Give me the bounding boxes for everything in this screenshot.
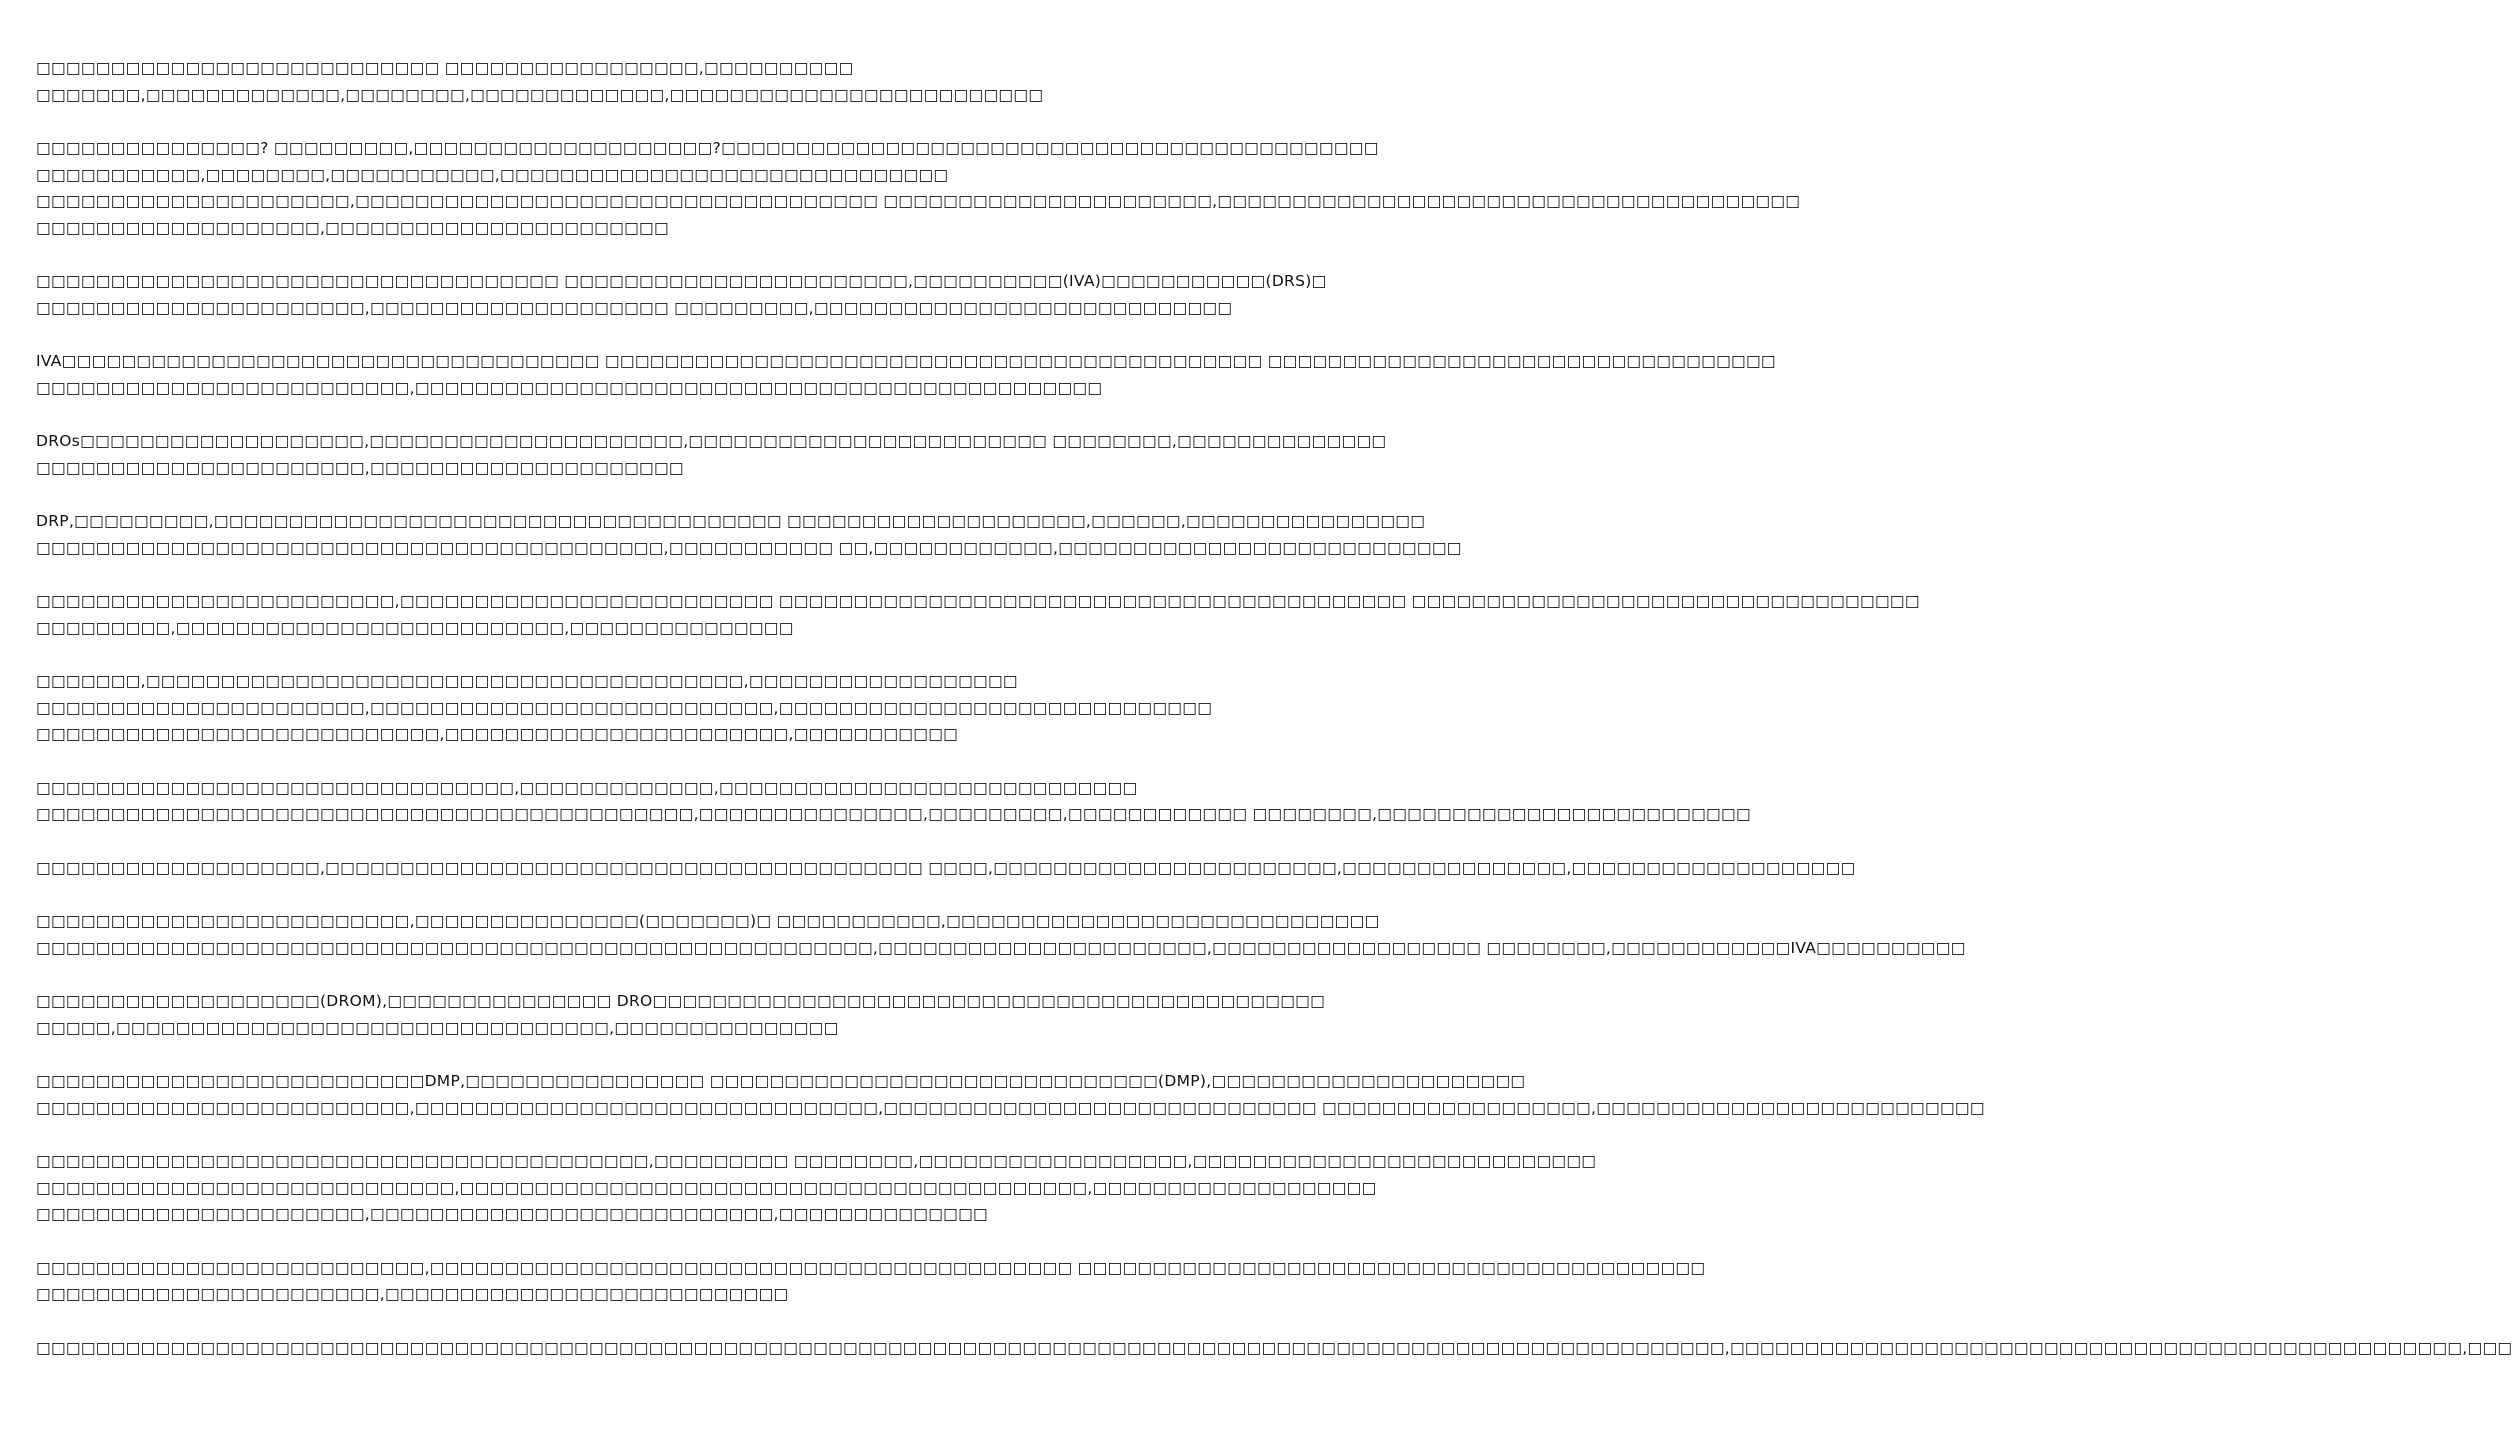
text-line: □□□□□□□□□□□□□□□□□□□□□□,□□□□□□□□□□□□□□□□□□□□□□□□□□□,□□□□□□□□□□□□□□ <box>36 1205 988 1223</box>
text-line: □□□□□□□□□□□□□□□□□□□□□□□□□,□□□□□□□□□□□□□□□□□□□□□□□□□□□□□□□,□□□□□□□□□□□□□□□□□□□□□□□□□□□□□ □□□□□□□□□□□□□□□□□□,□□□□□□□□□□□□□□□□□□□□□□□□□□ <box>36 1098 1985 1117</box>
text-line: □□□□□,□□□□□□□□□□□□□□□□□□□□□□□□□□□□□□□□□,□□□□□□□□□□□□□□□ <box>36 1018 839 1037</box>
paragraph <box>36 1148 1597 1228</box>
text-line: □□□□□□□□□□□□□□□? □□□□□□□□□,□□□□□□□□□□□□□□□□□□□□?□□□□□□□□□□□□□□□□□□□□□□□□□□□□□□□□□□□□□□□□□□□□ <box>36 139 1379 157</box>
text-line: □□□□□□□□□□□□□□□□□□□,□□□□□□□□□□□□□□□□□□□□□□□□□□□□□□□□□□□□□□□□ □□□□,□□□□□□□□□□□□□□□□□□□□□□□,□□□□□□□□□□□□□□□,□□□□□□□□□□□□□□□□□□□ <box>36 858 1856 877</box>
text-line: □□□□□□□□□□□,□□□□□□□□,□□□□□□□□□□□,□□□□□□□□□□□□□□□□□□□□□□□□□□□□□□ <box>36 165 949 184</box>
text-line: □□□□□□□□□,□□□□□□□□□□□□□□□□□□□□□□□□□□,□□□□□□□□□□□□□□□ <box>36 618 794 637</box>
text-line: □□□□□□□□□□□□□□□□□□□□□,□□□□□□□□□□□□□□□□□□□□□□□□□□□□□□□□□□□ □□□□□□□□□□□□□□□□□□□□□□,□□□□□□□□□□□□□□□□□□□□□□□□□□□□□□□□□□□□□□□ <box>36 192 1801 210</box>
paragraph <box>36 1068 1985 1121</box>
text-line: □□□□□□□,□□□□□□□□□□□□□,□□□□□□□□,□□□□□□□□□□□□□,□□□□□□□□□□□□□□□□□□□□□□□□□ <box>36 85 1044 104</box>
text-line: □□□□□□□□□□□□□□□□□□□□□□□□□□□□□□□□□□□ □□□□□□□□□□□□□□□□□□□□□□□,□□□□□□□□□□(IVA)□□□□□□□□□□□(DRS)□ <box>36 272 1327 290</box>
paragraph <box>36 988 1326 1041</box>
paragraph <box>36 135 1801 241</box>
text-line: □□□□□□□□□□□□□□□□□□□□□□□□□□□,□□□□□□□□□□□□□□□□□□□□□□□,□□□□□□□□□□□ <box>36 725 959 743</box>
text-line: □□□□□□□□□□□□□□□□□□□□□□□□□□□□□□□□□□□□□□□□□,□□□□□□□□□ □□□□□□□□,□□□□□□□□□□□□□□□□□□,□□□□□□□□□□□□□□□□□□□□□□□□□□□ <box>36 1152 1597 1170</box>
text-line: □□□□□□□□□□□□□□□□□□□,□□□□□□□□□□□□□□□□□□□□□□□ <box>36 218 669 237</box>
text-line: □□□□□□□□□□□□□□□□□□□□□□,□□□□□□□□□□□□□□□□□□□□ □□□□□□□□□,□□□□□□□□□□□□□□□□□□□□□□□□□□□□ <box>36 298 1233 317</box>
text-line: DRP,□□□□□□□□□,□□□□□□□□□□□□□□□□□□□□□□□□□□□□□□□□□□□□□□ □□□□□□□□□□□□□□□□□□□□,□□□□□□,□□□□□□□□□□□□□□□□ <box>36 512 1426 530</box>
text-line: □□□□□□□,□□□□□□□□□□□□□□□□□□□□□□□□□□□□□□□□□□□□□□□□,□□□□□□□□□□□□□□□□□□ <box>36 672 1018 690</box>
text-line: □□□□□□□□□□□□□□□□□□□□□□□□□□□□□□□□□□□□□□□□□□□□□□□□□□□□□□□□,□□□□□□□□□□□□□□□□□□□□□□,□□□□□□□□□□□□□□□□□□ □□□□□□□□,□□□□□□□□□□□□IVA□□□□□□□□□□ <box>36 938 1966 957</box>
text-line: □□□□□□□□□□□□□□□□□□□□□□□□□□□□□□□□□□□□□□□□□□,□□□□□□□□□□□ □□,□□□□□□□□□□□□,□□□□□□□□□□□□□□□□□□□□□□□□□□□ <box>36 538 1462 557</box>
text-line: □□□□□□□□□□□□□□□□□□□□□□□□,□□□□□□□□□□□□□□□□□□□□□□□□□ □□□□□□□□□□□□□□□□□□□□□□□□□□□□□□□□□□□□□□□□□□ □□□□□□□□□□□□□□□□□□□□□□□□□□□□□□□□□□ <box>36 592 1920 610</box>
paragraph <box>36 348 1776 401</box>
text-line: □□□□□□□□□□□□□□□□□□□□□□□□□,□□□□□□□□□□□□□□□□□□□□□□□□□□□□□□□□□□□□□□□□□□□□□□ <box>36 378 1103 397</box>
text-line: □□□□□□□□□□□□□□□□□□□□□□□□□□,□□□□□□□□□□□□□□□□□□□□□□□□□□□□□□□□□□□□□□□□□□□ □□□□□□□□□□□□□□□□□□□□□□□□□□□□□□□□□□□□□□□□□□ <box>36 1258 1706 1277</box>
text-line: □□□□□□□□□□□□□□□□□□□□□□□□□□□□□□□□,□□□□□□□□□□□□□,□□□□□□□□□□□□□□□□□□□□□□□□□□□□ <box>36 778 1138 797</box>
paragraph <box>36 1335 2512 1362</box>
text-line: □□□□□□□□□□□□□□□□□□□□□□,□□□□□□□□□□□□□□□□□□□□□□□□□□□,□□□□□□□□□□□□□□□□□□□□□□□□□□□□□ <box>36 698 1213 717</box>
text-line: □□□□□□□□□□□□□□□□□□□□□□□□□□DMP,□□□□□□□□□□□□□□□□ □□□□□□□□□□□□□□□□□□□□□□□□□□□□□□(DMP),□□□□□□□□□□□□□□□□□□□□□ <box>36 1072 1526 1090</box>
text-line: □□□□□□□□□□□□□□□□□□□□□□□□□□□ □□□□□□□□□□□□□□□□□,□□□□□□□□□□ <box>36 59 854 77</box>
text-line: □□□□□□□□□□□□□□□□□□□□□□,□□□□□□□□□□□□□□□□□□□□□ <box>36 458 684 477</box>
document-body <box>36 55 2512 1388</box>
text-line: □□□□□□□□□□□□□□□□□□□□□□□□□□□□,□□□□□□□□□□□□□□□□□□□□□□□□□□□□□□□□□□□□□□□□□□,□□□□□□□□□□□□□□□□□□□ <box>36 1178 1377 1197</box>
text-line: DROs□□□□□□□□□□□□□□□□□□□,□□□□□□□□□□□□□□□□□□□□□,□□□□□□□□□□□□□□□□□□□□□□□□ □□□□□□□□,□□□□□□□□□□□□□□ <box>36 432 1387 450</box>
paragraph <box>36 855 1856 882</box>
paragraph <box>36 1255 1706 1308</box>
text-line: □□□□□□□□□□□□□□□□□□□□□□□□□□□□□□□□□□□□□□□□□□□□□□□□□□□□□□□□□□□□□□□□□□□□□□□□□□□□□□□□□□□□□□□□□□□□□□□□□□□□□□□□□□□□□□□□□,□□□□□□□□□□□□□□□□□□□□□□□□□□□□□□□□□□□□□□□□□□□□□□□□□,□□□ <box>36 1338 2512 1357</box>
text-line: IVA□□□□□□□□□□□□□□□□□□□□□□□□□□□□□□□□□□□□ □□□□□□□□□□□□□□□□□□□□□□□□□□□□□□□□□□□□□□□□□□□□ □□□□□□□□□□□□□□□□□□□□□□□□□□□□□□□□□□ <box>36 352 1776 370</box>
paragraph <box>36 908 1966 961</box>
paragraph <box>36 428 1387 481</box>
text-line: □□□□□□□□□□□□□□□□□□□(DROM),□□□□□□□□□□□□□□□ DRO□□□□□□□□□□□□□□□□□□□□□□□□□□□□□□□□□□□□□□□□□□□□□ <box>36 992 1326 1010</box>
text-line: □□□□□□□□□□□□□□□□□□□□□□□□□□□□□□□□□□□□□□□□□□□□,□□□□□□□□□□□□□□□,□□□□□□□□□,□□□□□□□□□□□□ □□□□□□□□,□□□□□□□□□□□□□□□□□□□□□□□□□ <box>36 805 1751 823</box>
paragraph <box>36 588 1920 641</box>
text-line: □□□□□□□□□□□□□□□□□□□□□□□□□,□□□□□□□□□□□□□□□(□□□□□□□)□ □□□□□□□□□□□,□□□□□□□□□□□□□□□□□□□□□□□□□□□□□ <box>36 912 1380 930</box>
paragraph <box>36 268 1327 321</box>
paragraph <box>36 775 1751 828</box>
paragraph <box>36 508 1462 561</box>
text-line: □□□□□□□□□□□□□□□□□□□□□□□,□□□□□□□□□□□□□□□□□□□□□□□□□□□ <box>36 1285 789 1303</box>
paragraph <box>36 55 1044 108</box>
paragraph <box>36 668 1213 748</box>
